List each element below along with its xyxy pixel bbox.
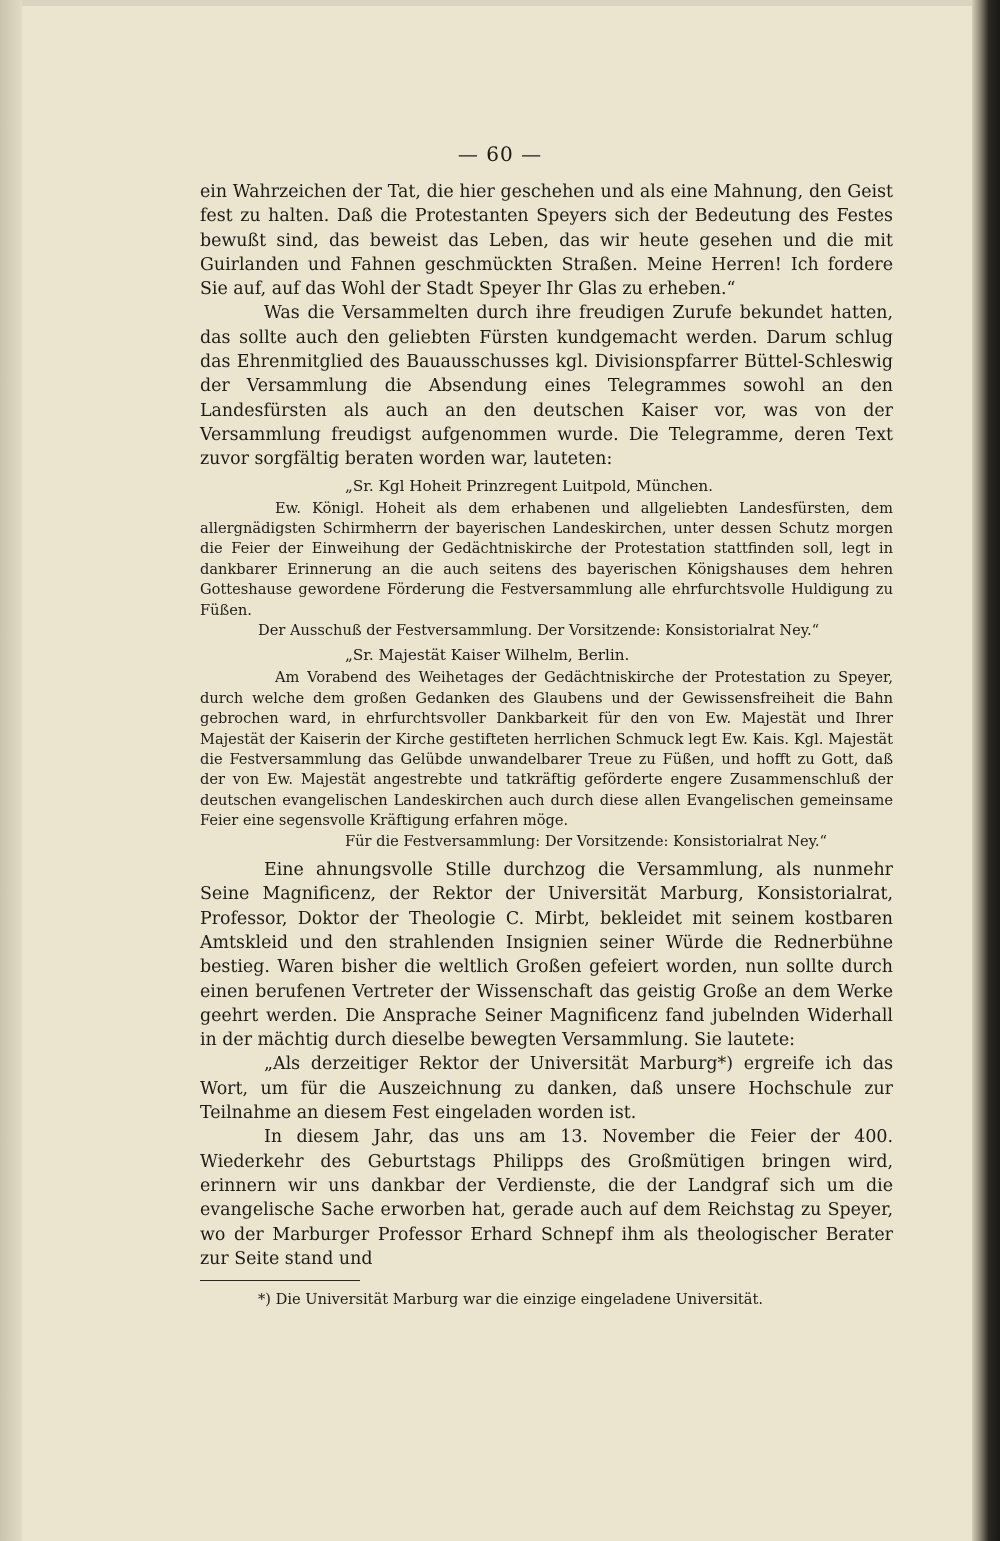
main-text (200, 180, 893, 1271)
footnote: *) Die Universität Marburg war die einzige eingeladene Universität. (258, 1291, 763, 1308)
telegram-prinzregent (200, 476, 893, 642)
telegram-2-address: „Sr. Majestät Kaiser Wilhelm, Berlin. (345, 646, 630, 665)
telegram-1-address: „Sr. Kgl Hoheit Prinzregent Luitpold, München. (345, 476, 713, 495)
telegram-1-signature: Der Ausschuß der Festversammlung. Der Vorsitzende: Konsistorialrat Ney.“ (258, 622, 820, 639)
telegram-2-signature: Für die Festversammlung: Der Vorsitzende: Konsistorialrat Ney.“ (345, 832, 828, 850)
paragraph-4: „Als derzeitiger Rektor der Universität Marburg*) ergreife ich das Wort, um für die Auszeichnung zu danken, daß unsere Hochschule zur Teilnahme an diesem Fest eingeladen worden ist. (200, 1054, 893, 1124)
paragraph-1: ein Wahrzeichen der Tat, die hier geschehen und als eine Mahnung, den Geist fest zu halten. Daß die Protestanten Speyers sich der Bedeutung des Festes bewußt sind, das beweist das Leben, das wir heute gesehen und die mit Guirlanden und Fahnen geschmückten Straßen. Meine Herren! Ich fordere Sie auf, auf das Wohl der Stadt Speyer Ihr Glas zu erheben.“ (200, 182, 893, 300)
paragraph-3: Eine ahnungsvolle Stille durchzog die Versammlung, als nunmehr Seine Magnificenz, der Rektor der Universität Marburg, Konsistorialrat, Professor, Doktor der Theologie C. Mirbt, bekleidet mit seinem kostbaren Amtskleid und den strahlenden Insignien seiner Würde die Rednerbühne bestieg. Waren bisher die weltlich Großen gefeiert worden, nun sollte durch einen berufenen Vertreter der Wissenschaft das geistig Große an dem Werke geehrt werden. Die Ansprache Seiner Magnificenz fand jubelnden Widerhall in der mächtig durch dieselbe bewegten Versammlung. Sie lautete: (200, 860, 893, 1051)
scan-left-edge (0, 0, 22, 1541)
paragraph-5: In diesem Jahr, das uns am 13. November die Feier der 400. Wiederkehr des Geburtstags Philipps des Großmütigen bringen wird, erinnern wir uns dankbar der Verdienste, die der Landgraf sich um die evangelische Sache erworben hat, gerade auch auf dem Reichstag zu Speyer, wo der Marburger Professor Erhard Schnepf ihm als theologischer Berater zur Seite stand und (200, 1127, 893, 1269)
footnote-divider (200, 1280, 360, 1281)
telegram-2-body: Am Vorabend des Weihetages der Gedächtniskirche der Protestation zu Speyer, durch welche dem großen Gedanken des Glaubens und der Gewissensfreiheit die Bahn gebrochen ward, in ehrfurchtsvoller Dankbarkeit für den von Ew. Majestät und Ihrer Majestät der Kaiserin der Kirche gestifteten herrlichen Schmuck legt Ew. Kais. Kgl. Majestät die Festversammlung das Gelübde unwandelbarer Treue zu Füßen, und hofft zu Gott, daß der von Ew. Majestät angestrebte und tatkräftig geförderte engere Zusammenschluß der deutschen evangelischen Landeskirchen auch durch diese allen Evangelischen gemeinsame Feier eine segensvolle Kräftigung erfahren möge. (200, 669, 893, 830)
telegram-1-body: Ew. Königl. Hoheit als dem erhabenen und allgeliebten Landesfürsten, dem allergnädigsten Schirmherrn der bayerischen Landeskirchen, unter dessen Schutz morgen die Feier der Einweihung der Gedächtniskirche der Protestation stattfinden soll, legt in dankbarer Erinnerung an die auch seitens des bayerischen Königshauses dem hehren Gotteshause gewordene Förderung die Festversammlung alle ehrfurchtsvolle Huldigung zu Füßen. (200, 499, 893, 619)
telegram-kaiser (200, 645, 893, 852)
paragraph-2: Was die Versammelten durch ihre freudigen Zurufe bekundet hatten, das sollte auch den geliebten Fürsten kundgemacht werden. Darum schlug das Ehrenmitglied des Bauausschusses kgl. Divisionspfarrer Büttel-Schleswig der Versammlung die Absendung eines Telegrammes sowohl an den Landesfürsten als auch an den deutschen Kaiser vor, was von der Versammlung freudigst aufgenommen wurde. Die Telegramme, deren Text zuvor sorgfältig beraten worden war, lauteten: (200, 303, 893, 470)
book-spine (972, 0, 1000, 1541)
page-number: — 60 — (457, 142, 543, 166)
